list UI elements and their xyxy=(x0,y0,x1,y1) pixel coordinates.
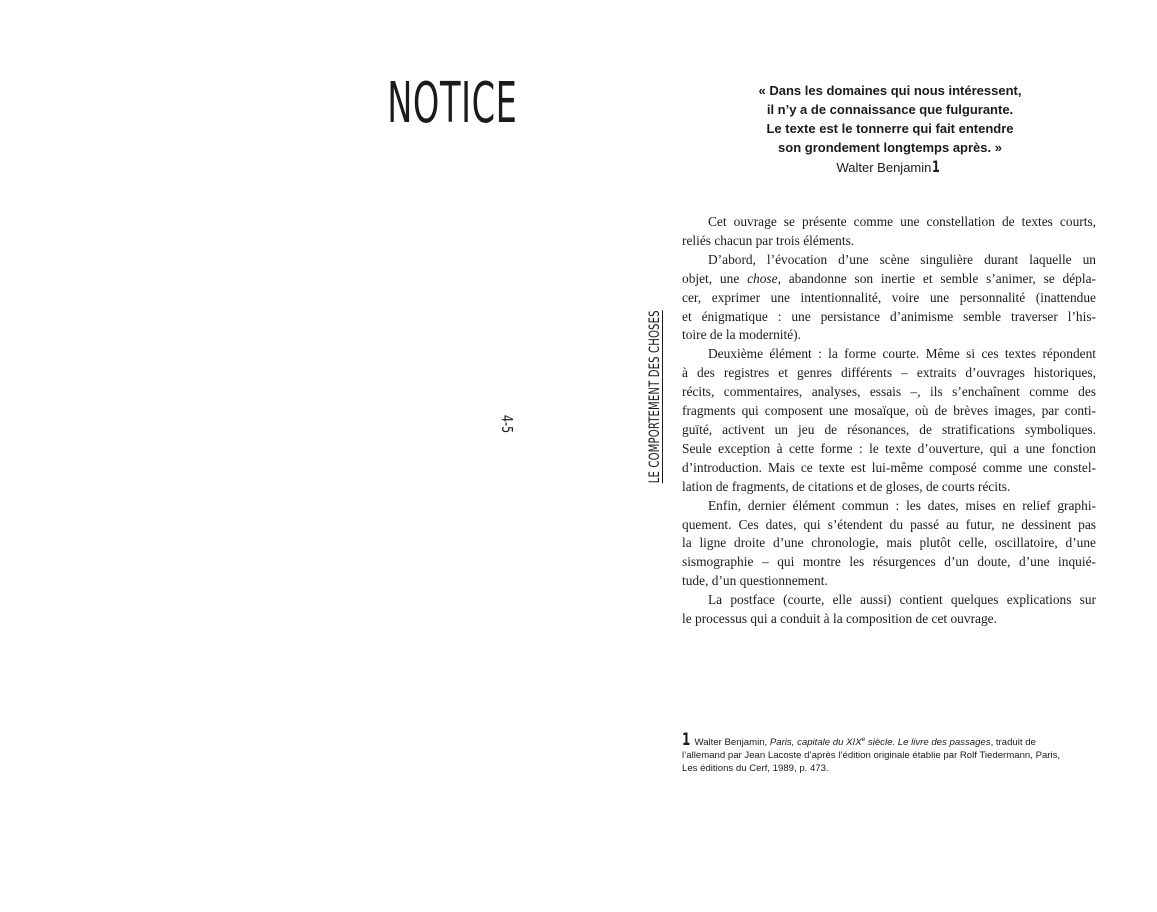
paragraph-5 xyxy=(682,591,1096,629)
text-line: la ligne droite d’une chronologie, mais plutôt celle, oscillatoire, d’une xyxy=(682,535,1096,551)
epigraph-author-line xyxy=(740,157,1040,177)
text-line: tude, d’un questionnement. xyxy=(682,573,828,589)
text-line: reliés chacun par trois éléments. xyxy=(682,232,855,248)
paragraph-2 xyxy=(682,251,1096,346)
epigraph-line: son grondement longtemps après. » xyxy=(778,140,1002,155)
text-line: à des registres et genres différents – extraits d’ouvrages historiques, xyxy=(682,365,1096,381)
footnote xyxy=(682,730,1096,776)
text-line xyxy=(682,270,1096,289)
page-title: NOTICE xyxy=(387,71,518,136)
footnote-reference[interactable]: 1 xyxy=(932,157,941,176)
footnote-title-superscript: e xyxy=(861,736,866,743)
running-head: LE COMPORTEMENT DES CHOSES xyxy=(647,310,663,484)
text-line: toire de la modernité). xyxy=(682,327,801,343)
footnote-line: Les éditions du Cerf, 1989, p. 473. xyxy=(682,763,829,774)
footnote-line xyxy=(682,730,1096,751)
footnote-text: , traduit de xyxy=(990,737,1036,749)
text-line: Deuxième élément : la forme courte. Même si ces textes répondent xyxy=(708,346,1096,362)
footnote-book-title xyxy=(770,737,991,748)
text-line: fragments qui composent une mosaïque, où de brèves images, par conti- xyxy=(682,403,1096,419)
text-line: récits, commentaires, analyses, essais –, ils s’enchaînent comme des xyxy=(682,384,1096,400)
body-text xyxy=(682,213,1096,629)
page-folio: 4-5 xyxy=(498,414,516,434)
footnote-title-part: Paris, capitale du XIX xyxy=(769,737,862,749)
text-fragment: , abandonne son inertie et semble s’animer, se dépla- xyxy=(777,270,1096,286)
text-line: Cet ouvrage se présente comme une constellation de textes courts, xyxy=(708,214,1096,229)
emphasis-chose: chose xyxy=(747,270,778,286)
text-line: le processus qui a conduit à la composition de cet ouvrage. xyxy=(682,611,997,627)
text-line: Seule exception à cette forme : le texte d’ouverture, qui a une fonction xyxy=(682,440,1096,456)
text-fragment: objet, une xyxy=(682,270,748,286)
text-line: lation de fragments, de citations et de gloses, de courts récits. xyxy=(682,478,1011,494)
epigraph xyxy=(740,81,1040,177)
paragraph-4 xyxy=(682,497,1096,592)
text-line: guïté, activent un jeu de résonances, de stratifications symboliques. xyxy=(682,421,1096,437)
footnote-line: l’allemand par Jean Lacoste d’après l’édition originale établie par Rolf Tiedermann, Paris, xyxy=(682,750,1061,762)
text-line: d’introduction. Mais ce texte est lui-même composé comme une constel- xyxy=(682,459,1096,475)
epigraph-line: il n’y a de connaissance que fulgurante. xyxy=(766,102,1014,117)
paragraph-1 xyxy=(682,213,1096,251)
text-line: quement. Ces dates, qui s’étendent du passé au futur, ne dessinent pas xyxy=(682,516,1096,532)
text-line: sismographie – qui montre les résurgences d’un doute, d’une inquié- xyxy=(682,554,1096,570)
epigraph-author: Walter Benjamin xyxy=(836,160,932,175)
text-line: Enfin, dernier élément commun : les dates, mises en relief graphi- xyxy=(708,497,1096,513)
text-line: La postface (courte, elle aussi) contient quelques explications sur xyxy=(708,592,1096,608)
epigraph-line: « Dans les domaines qui nous intéressent, xyxy=(758,83,1022,98)
text-line: et énigmatique : une persistance d’animisme semble traverser l’his- xyxy=(682,308,1096,324)
footnote-author: Walter Benjamin, xyxy=(691,737,770,749)
footnote-title-part: siècle. Le livre des passages xyxy=(865,737,991,749)
epigraph-line: Le texte est le tonnerre qui fait entendre xyxy=(766,121,1014,136)
text-line: D’abord, l’évocation d’une scène singulière durant laquelle un xyxy=(708,251,1096,267)
text-line: cer, exprimer une intentionnalité, voire une personnalité (inattendue xyxy=(682,289,1096,305)
footnote-number: 1 xyxy=(682,730,691,751)
paragraph-3 xyxy=(682,345,1096,496)
